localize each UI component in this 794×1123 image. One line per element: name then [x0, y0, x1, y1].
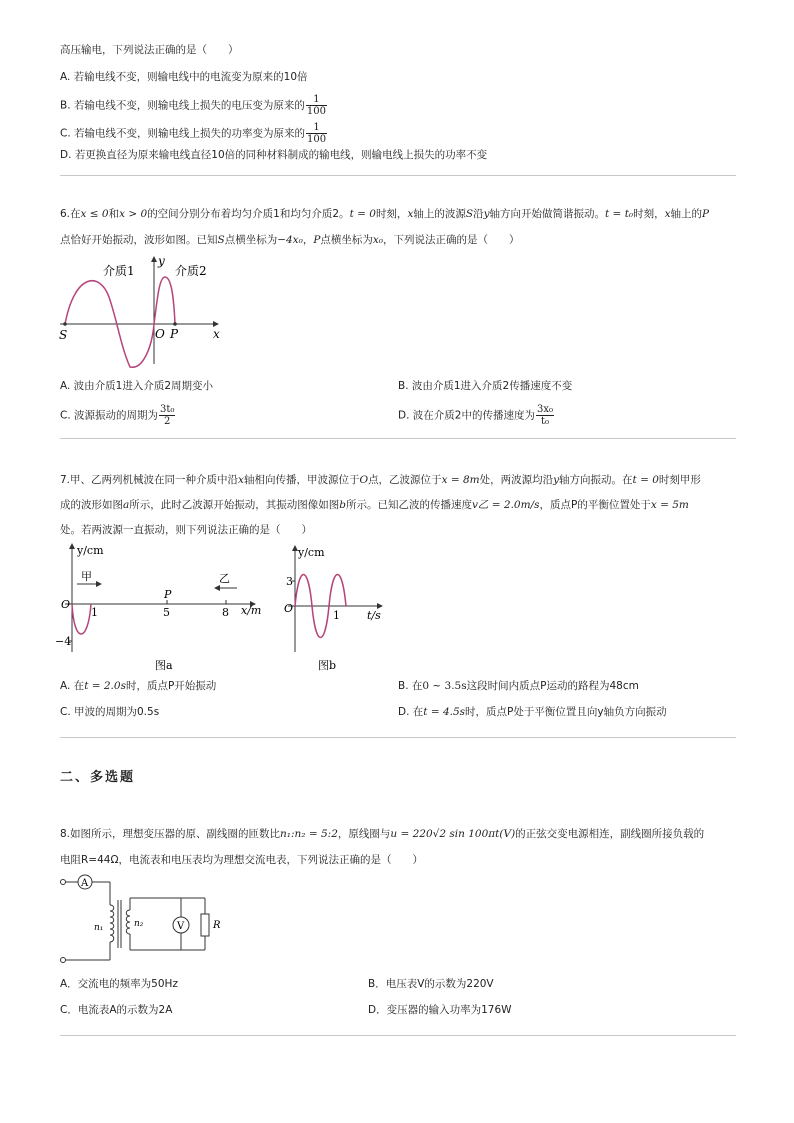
tick-label: 3	[286, 575, 293, 588]
medium1-label: 介质1	[103, 264, 135, 278]
q7-figure-b	[278, 540, 388, 675]
q5-option-b[interactable]: B. 若输电线不变，则输电线上损失的电压变为原来的 $\frac{1}{100}$	[60, 94, 326, 117]
q6-option-d[interactable]: D. 波在介质2中的传播速度为 $\frac{\text{3x₀}}{\text{t₀}}$	[398, 404, 553, 427]
q8-circuit-figure	[55, 870, 225, 970]
section-title: 二、多选题	[60, 770, 136, 785]
point-s	[63, 322, 67, 326]
divider	[60, 175, 736, 176]
origin-label: O	[61, 598, 71, 611]
jia-label: 甲	[81, 570, 92, 583]
fraction: $\frac{\text{3t₀}}{2}$	[160, 404, 175, 427]
ammeter-label: A	[81, 878, 89, 889]
q6-option-b[interactable]: B. 波由介质1进入介质2传播速度不变	[398, 380, 573, 392]
wave-curve	[65, 277, 175, 367]
n2-label: n₂	[134, 919, 144, 929]
q5-option-a[interactable]: A. 若输电线不变，则输电线中的电流变为原来的10倍	[60, 71, 308, 83]
medium2-label: 介质2	[175, 264, 207, 278]
q7-option-a[interactable]: A. 在t = 2.0s时，质点P开始振动	[60, 680, 217, 692]
point-p	[173, 322, 177, 326]
secondary-coil	[126, 910, 130, 934]
origin-label: O	[155, 327, 165, 341]
primary-coil	[110, 905, 114, 942]
p-label: P	[170, 327, 179, 341]
q7-stem-line1: 7.甲、乙两列机械波在同一种介质中沿x轴相向传播，甲波源位于O点，乙波源位于x = 8m处，两波源均沿y轴方向振动。在t = 0时刻甲形	[60, 474, 701, 486]
origin-label: O	[284, 602, 294, 615]
y-label: y/cm	[77, 544, 104, 557]
tick-label: −4	[55, 635, 72, 648]
divider	[60, 1035, 736, 1036]
tick-label: 1	[91, 606, 98, 619]
fraction: $\frac{1}{100}$	[306, 94, 326, 117]
tick-label: 8	[222, 606, 229, 619]
tick-label: 1	[333, 609, 340, 622]
q6-option-c[interactable]: C. 波源振动的周期为 $\frac{\text{3t₀}}{2}$	[60, 404, 175, 427]
terminal	[61, 880, 66, 885]
q5-option-c[interactable]: C. 若输电线不变，则输电线上损失的功率变为原来的 $\frac{1}{100}$	[60, 122, 327, 145]
x-label: x/m	[241, 604, 262, 617]
voltmeter-label: V	[177, 921, 185, 932]
q6-stem-line1: 6.在x ≤ 0和x > 0的空间分别分布着均匀介质1和均匀介质2。t = 0时刻，x轴上的波源S沿y轴方向开始做简谐振动。t = t₀时刻，x轴上的P	[60, 208, 710, 220]
q6-wave-figure	[55, 252, 235, 372]
q8-stem-line1: 8.如图所示，理想变压器的原、副线圈的匝数比n₁:n₂ = 5:2，原线圈与u = 220√2 sin 100πt(V)的正弦交变电源相连，副线圈所接负载的	[60, 828, 705, 840]
q8-option-a[interactable]: A．交流电的频率为50Hz	[60, 978, 178, 990]
q6-stem-line2: 点恰好开始振动，波形如图。已知S点横坐标为−4x₀，P点横坐标为x₀，下列说法正确的是（ ）	[60, 234, 520, 246]
wave-jia	[72, 604, 91, 634]
q5-option-d[interactable]: D. 若更换直径为原来输电线直径10倍的同种材料制成的输电线，则输电线上损失的功率不变	[60, 149, 488, 161]
fraction: $\frac{1}{100}$	[307, 122, 327, 145]
q8-option-c[interactable]: C．电流表A的示数为2A	[60, 1004, 173, 1016]
x-label: x	[213, 327, 220, 341]
q7-stem-line2: 成的波形如图a所示，此时乙波源开始振动，其振动图像如图b所示。已知乙波的传播速度v乙 = 2.0m/s，质点P的平衡位置处于x = 5m	[60, 499, 689, 511]
t-label: t/s	[367, 609, 381, 622]
q5-stem: 高压输电，下列说法正确的是（ ）	[60, 44, 239, 56]
p-label: P	[164, 588, 172, 601]
divider	[60, 438, 736, 439]
s-label: S	[59, 328, 68, 342]
divider	[60, 737, 736, 738]
q8-stem-line2: 电阻R=44Ω，电流表和电压表均为理想交流电表，下列说法正确的是（ ）	[60, 854, 423, 866]
q6-option-a[interactable]: A. 波由介质1进入介质2周期变小	[60, 380, 214, 392]
figure-caption: 图a	[155, 659, 173, 672]
terminal	[61, 958, 66, 963]
figure-caption: 图b	[318, 659, 337, 672]
tick-label: 5	[163, 606, 170, 619]
q7-figure-a	[55, 540, 270, 675]
resistor-label: R	[213, 920, 221, 931]
q8-option-d[interactable]: D．变压器的输入功率为176W	[368, 1004, 512, 1016]
y-label: y/cm	[298, 546, 325, 559]
q7-option-b[interactable]: B. 在0 ∼ 3.5s这段时间内质点P运动的路程为48cm	[398, 680, 639, 692]
fraction: $\frac{\text{3x₀}}{\text{t₀}}$	[536, 404, 553, 427]
q7-option-c[interactable]: C. 甲波的周期为0.5s	[60, 706, 160, 718]
yi-label: 乙	[219, 572, 230, 585]
resistor	[201, 914, 209, 936]
n1-label: n₁	[94, 923, 104, 933]
q7-option-d[interactable]: D. 在t = 4.5s时，质点P处于平衡位置且向y轴负方向振动	[398, 706, 667, 718]
q7-stem-line3: 处。若两波源一直振动，则下列说法正确的是（ ）	[60, 524, 312, 536]
q8-option-b[interactable]: B．电压表V的示数为220V	[368, 978, 494, 990]
y-label: y	[158, 254, 165, 268]
